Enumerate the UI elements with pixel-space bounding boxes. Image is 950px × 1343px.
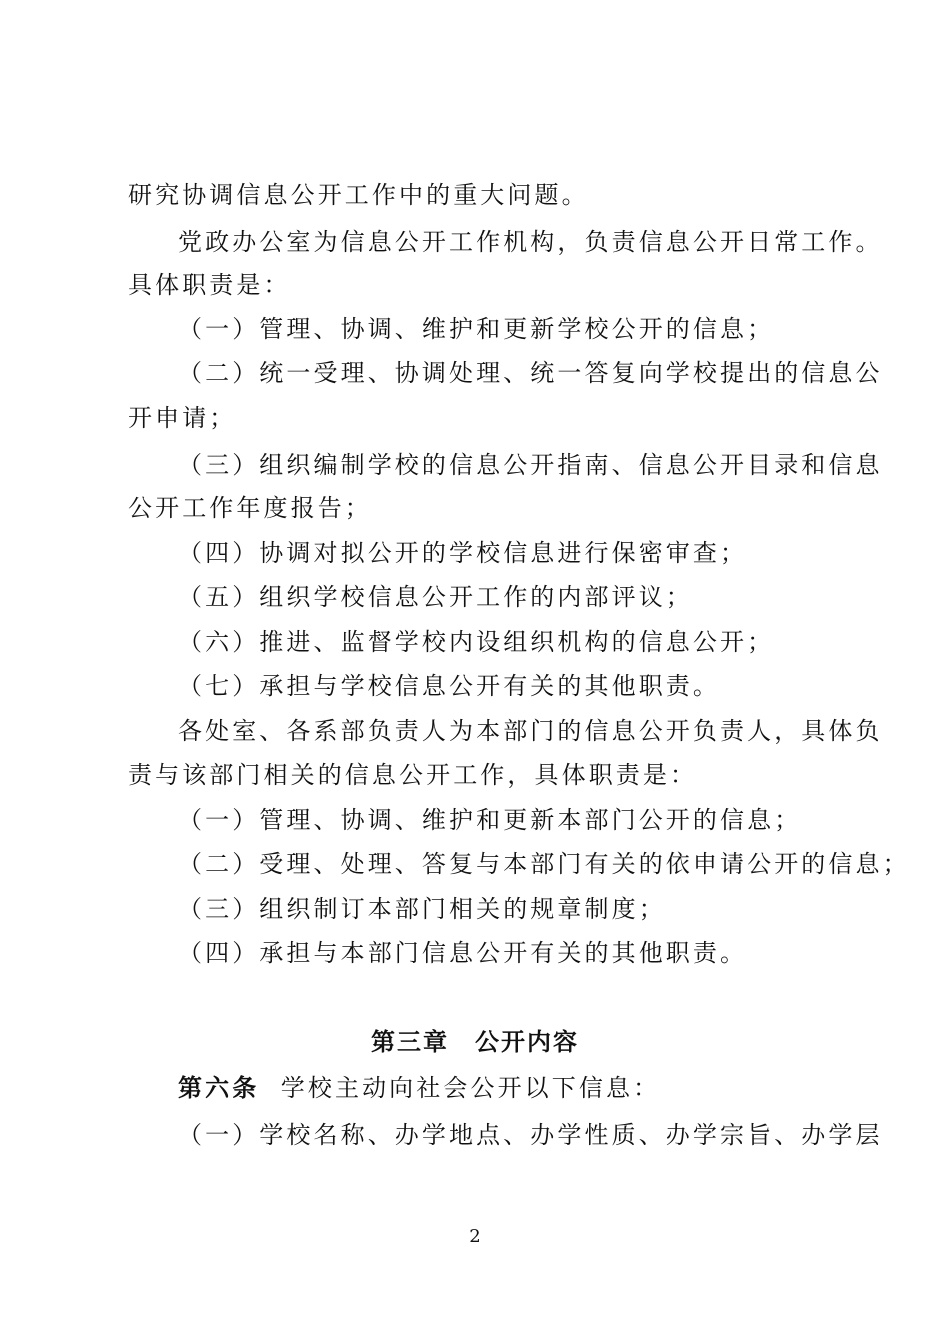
text-line: （四）承担与本部门信息公开有关的其他职责。 xyxy=(178,939,748,967)
text-line: （五）组织学校信息公开工作的内部评议； xyxy=(178,583,693,611)
text-line: 开申请； xyxy=(128,404,237,432)
text-line: （一）学校名称、办学地点、办学性质、办学宗旨、办学层 xyxy=(178,1121,883,1149)
text-line: 具体职责是： xyxy=(128,271,291,299)
article-label: 第六条 xyxy=(178,1074,260,1102)
text-line: （四）协调对拟公开的学校信息进行保密审查； xyxy=(178,539,748,567)
text-line: 公开工作年度报告； xyxy=(128,494,372,522)
text-line: 各处室、各系部负责人为本部门的信息公开负责人，具体负 xyxy=(178,717,883,745)
text-line: （三）组织制订本部门相关的规章制度； xyxy=(178,895,666,923)
text-line: （一）管理、协调、维护和更新学校公开的信息； xyxy=(178,315,775,343)
article-line xyxy=(178,1073,898,1103)
article-text: 学校主动向社会公开以下信息： xyxy=(280,1074,661,1102)
text-line: （六）推进、监督学校内设组织机构的信息公开； xyxy=(178,628,775,656)
text-line: （二）统一受理、协调处理、统一答复向学校提出的信息公 xyxy=(178,359,883,387)
text-line: （三）组织编制学校的信息公开指南、信息公开目录和信息 xyxy=(178,451,883,479)
chapter-title: 第三章 公开内容 xyxy=(371,1028,579,1056)
text-line: 研究协调信息公开工作中的重大问题。 xyxy=(128,181,589,209)
text-line: （二）受理、处理、答复与本部门有关的依申请公开的信息； xyxy=(178,850,910,878)
text-line: （一）管理、协调、维护和更新本部门公开的信息； xyxy=(178,806,802,834)
page-number: 2 xyxy=(469,1226,481,1247)
text-line: （七）承担与学校信息公开有关的其他职责。 xyxy=(178,672,720,700)
text-line: 责与该部门相关的信息公开工作，具体职责是： xyxy=(128,761,698,789)
text-line: 党政办公室为信息公开工作机构，负责信息公开日常工作。 xyxy=(178,228,883,256)
